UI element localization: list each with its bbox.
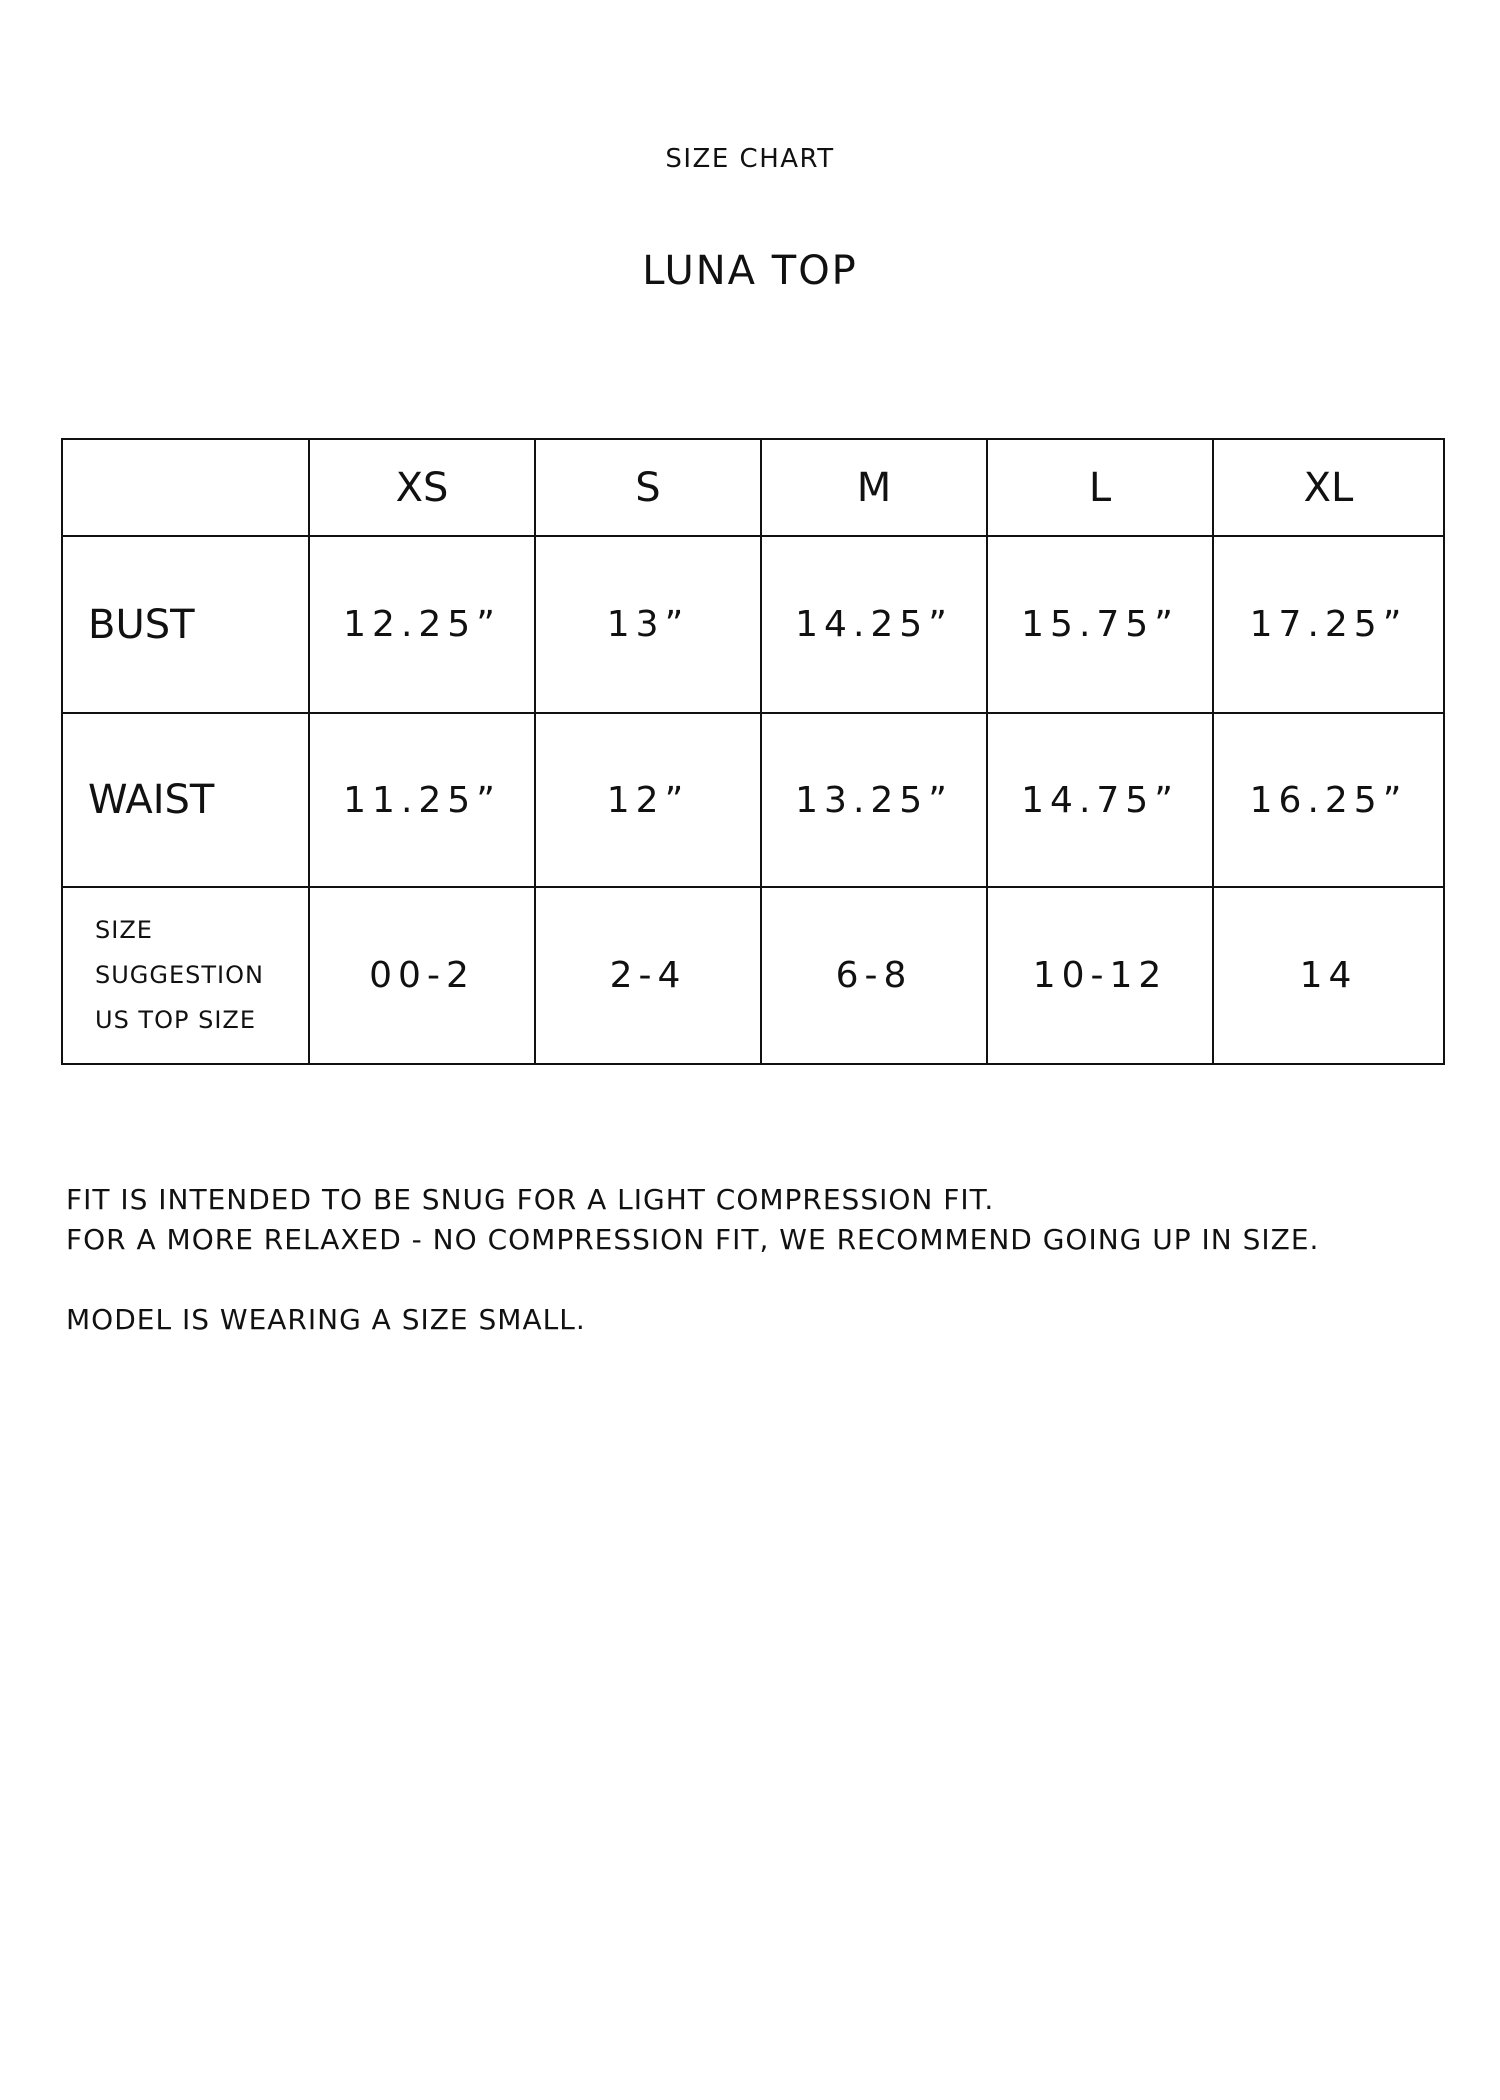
table-cell: 00-2 — [309, 887, 535, 1064]
table-cell: 17.25” — [1213, 536, 1444, 713]
table-cell: 12” — [535, 713, 761, 887]
table-cell: 12.25” — [309, 536, 535, 713]
table-cell: 6-8 — [761, 887, 987, 1064]
model-note: MODEL IS WEARING A SIZE SMALL. — [66, 1303, 586, 1336]
table-row — [62, 887, 1444, 1064]
row-label-size-suggestion — [62, 887, 309, 1064]
column-header: S — [535, 439, 761, 536]
row-label-waist: WAIST — [62, 713, 309, 887]
page-title: LUNA TOP — [642, 248, 858, 294]
table-cell: 14.25” — [761, 536, 987, 713]
page-kicker: SIZE CHART — [665, 144, 835, 174]
column-header: XL — [1213, 439, 1444, 536]
fit-notes — [66, 1180, 1446, 1340]
table-cell: 13” — [535, 536, 761, 713]
row-label-bust: BUST — [62, 536, 309, 713]
table-cell: 10-12 — [987, 887, 1213, 1064]
table-cell: 14.75” — [987, 713, 1213, 887]
table-cell: 14 — [1213, 887, 1444, 1064]
table-row — [62, 713, 1444, 887]
table-cell: 2-4 — [535, 887, 761, 1064]
fit-note: FIT IS INTENDED TO BE SNUG FOR A LIGHT COMPRESSION FIT. — [66, 1183, 995, 1216]
column-header: L — [987, 439, 1213, 536]
column-header: XS — [309, 439, 535, 536]
column-header: M — [761, 439, 987, 536]
table-row — [62, 536, 1444, 713]
table-cell: 15.75” — [987, 536, 1213, 713]
fit-note: FOR A MORE RELAXED - NO COMPRESSION FIT, WE RECOMMEND GOING UP IN SIZE. — [66, 1223, 1320, 1256]
notes-spacer — [66, 1260, 1446, 1300]
table-header-row — [62, 439, 1444, 536]
table-corner-cell — [62, 439, 309, 536]
size-chart-table — [61, 438, 1445, 1065]
row-label-line: SIZE — [95, 916, 153, 944]
table-cell: 13.25” — [761, 713, 987, 887]
row-label-line: US TOP SIZE — [95, 1006, 256, 1034]
table-cell: 11.25” — [309, 713, 535, 887]
row-label-line: SUGGESTION — [95, 961, 264, 989]
table-cell: 16.25” — [1213, 713, 1444, 887]
